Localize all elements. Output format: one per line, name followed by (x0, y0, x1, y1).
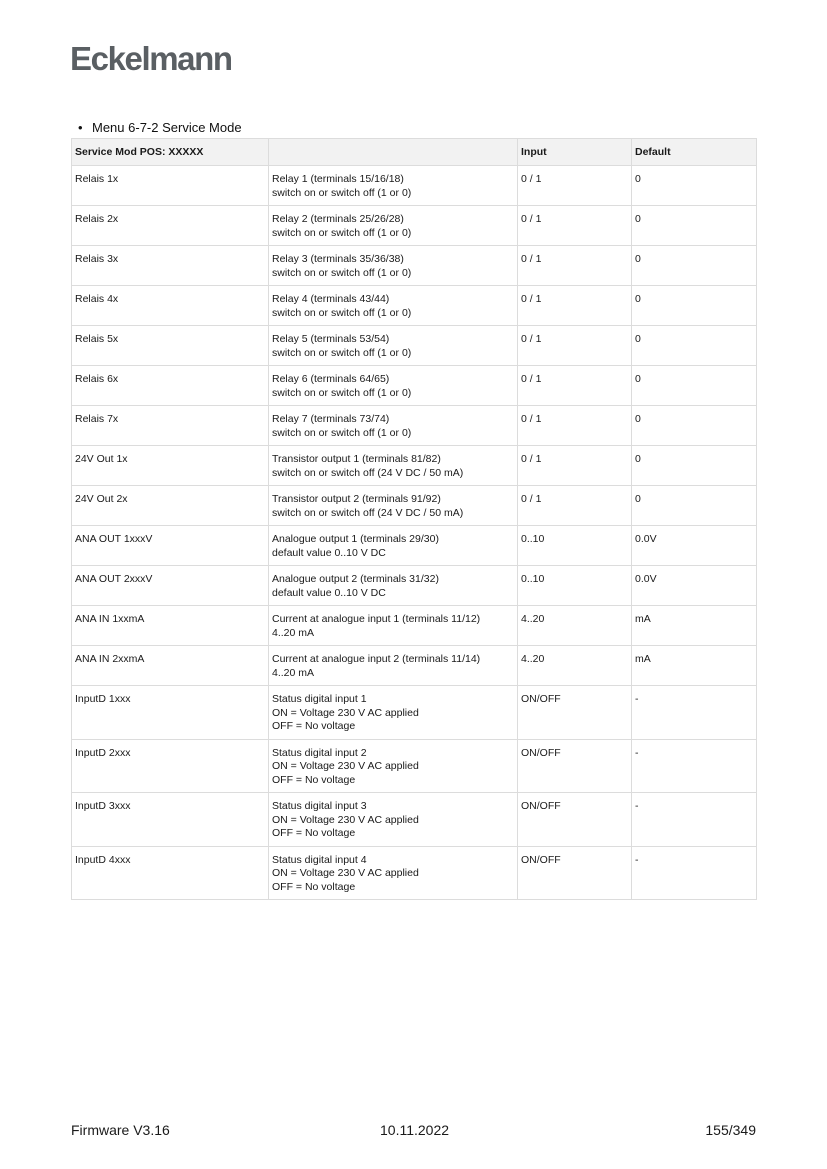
table-row (72, 646, 757, 686)
description-line: switch on or switch off (24 V DC / 50 mA) (272, 506, 464, 519)
section-heading (78, 120, 242, 135)
cell-input: 0 / 1 (518, 246, 632, 286)
description-line: switch on or switch off (1 or 0) (272, 426, 412, 439)
cell-description (269, 846, 518, 900)
footer-firmware: Firmware V3.16 (71, 1122, 170, 1138)
cell-default: 0 (632, 486, 757, 526)
cell-description (269, 446, 518, 486)
cell-description (269, 646, 518, 686)
cell-parameter: 24V Out 1x (72, 446, 269, 486)
cell-input: 0..10 (518, 566, 632, 606)
cell-default: 0 (632, 286, 757, 326)
cell-default: 0 (632, 406, 757, 446)
section-title: Menu 6-7-2 Service Mode (92, 120, 242, 135)
table-row (72, 526, 757, 566)
cell-description (269, 366, 518, 406)
cell-parameter: ANA IN 2xxmA (72, 646, 269, 686)
cell-description (269, 526, 518, 566)
cell-parameter: Relais 7x (72, 406, 269, 446)
table-header-row (72, 139, 757, 166)
table-row (72, 206, 757, 246)
cell-input: 0 / 1 (518, 406, 632, 446)
cell-description (269, 206, 518, 246)
cell-input: ON/OFF (518, 686, 632, 740)
cell-parameter: ANA OUT 1xxxV (72, 526, 269, 566)
cell-parameter: InputD 4xxx (72, 846, 269, 900)
cell-input: 4..20 (518, 646, 632, 686)
cell-default: 0 (632, 446, 757, 486)
cell-description (269, 246, 518, 286)
description-line: Relay 2 (terminals 25/26/28) (272, 213, 404, 225)
cell-description (269, 606, 518, 646)
cell-description (269, 739, 518, 793)
description-line: Current at analogue input 1 (terminals 11/12) (272, 613, 481, 625)
bullet-icon: • (78, 120, 83, 135)
cell-description (269, 566, 518, 606)
cell-default: 0 (632, 246, 757, 286)
cell-input: ON/OFF (518, 846, 632, 900)
description-line: Status digital input 1 (272, 693, 367, 705)
cell-default: 0.0V (632, 566, 757, 606)
description-line: switch on or switch off (1 or 0) (272, 386, 412, 399)
description-line: 4..20 mA (272, 666, 315, 679)
cell-description (269, 286, 518, 326)
cell-parameter: InputD 3xxx (72, 793, 269, 847)
cell-input: 0 / 1 (518, 326, 632, 366)
cell-parameter: Relais 5x (72, 326, 269, 366)
cell-input: 0 / 1 (518, 366, 632, 406)
description-line: Relay 7 (terminals 73/74) (272, 413, 390, 425)
description-line: Relay 1 (terminals 15/16/18) (272, 173, 404, 185)
footer-date: 10.11.2022 (380, 1122, 450, 1138)
table-row (72, 606, 757, 646)
description-line: Relay 5 (terminals 53/54) (272, 333, 390, 345)
description-line: switch on or switch off (24 V DC / 50 mA) (272, 466, 464, 479)
cell-parameter: Relais 1x (72, 166, 269, 206)
description-line: Status digital input 4 (272, 853, 367, 866)
table-row (72, 246, 757, 286)
cell-input: 0 / 1 (518, 206, 632, 246)
header-service-mod-pos: Service Mod POS: XXXXX (72, 139, 269, 166)
table-row (72, 566, 757, 606)
cell-default: - (632, 739, 757, 793)
description-line: Analogue output 1 (terminals 29/30) (272, 533, 439, 545)
table-row (72, 326, 757, 366)
cell-default: - (632, 686, 757, 740)
cell-description (269, 406, 518, 446)
cell-parameter: Relais 2x (72, 206, 269, 246)
table-row (72, 406, 757, 446)
table-row (72, 166, 757, 206)
description-line: Transistor output 1 (terminals 81/82) (272, 453, 441, 465)
header-description (269, 139, 518, 166)
cell-parameter: InputD 2xxx (72, 739, 269, 793)
description-line: switch on or switch off (1 or 0) (272, 266, 412, 279)
eckelmann-logo: Eckelmann (70, 40, 232, 77)
table-row (72, 286, 757, 326)
cell-default: 0 (632, 326, 757, 366)
table-row (72, 793, 757, 847)
description-line: switch on or switch off (1 or 0) (272, 306, 412, 319)
description-line: 4..20 mA (272, 626, 315, 639)
cell-parameter: Relais 6x (72, 366, 269, 406)
header-input: Input (518, 139, 632, 166)
description-line: Relay 3 (terminals 35/36/38) (272, 253, 404, 265)
cell-default: 0 (632, 166, 757, 206)
cell-input: 0 / 1 (518, 166, 632, 206)
description-line: ON = Voltage 230 V AC applied (272, 867, 419, 879)
description-line: switch on or switch off (1 or 0) (272, 186, 412, 199)
cell-input: 0 / 1 (518, 446, 632, 486)
table-row (72, 486, 757, 526)
table-row (72, 366, 757, 406)
service-mode-table (71, 138, 757, 900)
description-line: OFF = No voltage (272, 720, 356, 732)
table-row (72, 739, 757, 793)
description-line: ON = Voltage 230 V AC applied (272, 760, 419, 772)
cell-description (269, 793, 518, 847)
description-line: OFF = No voltage (272, 880, 356, 893)
cell-parameter: Relais 4x (72, 286, 269, 326)
table-row (72, 686, 757, 740)
cell-default: 0 (632, 366, 757, 406)
description-line: Analogue output 2 (terminals 31/32) (272, 573, 439, 585)
description-line: ON = Voltage 230 V AC applied (272, 813, 419, 826)
cell-default: 0 (632, 206, 757, 246)
description-line: Relay 4 (terminals 43/44) (272, 293, 390, 305)
cell-default: - (632, 793, 757, 847)
cell-description (269, 486, 518, 526)
description-line: default value 0..10 V DC (272, 546, 386, 559)
cell-input: 4..20 (518, 606, 632, 646)
description-line: OFF = No voltage (272, 827, 356, 839)
cell-input: 0..10 (518, 526, 632, 566)
cell-input: 0 / 1 (518, 286, 632, 326)
cell-parameter: ANA IN 1xxmA (72, 606, 269, 646)
description-line: Relay 6 (terminals 64/65) (272, 373, 390, 385)
table-row (72, 446, 757, 486)
description-line: switch on or switch off (1 or 0) (272, 346, 412, 359)
cell-default: 0.0V (632, 526, 757, 566)
cell-input: 0 / 1 (518, 486, 632, 526)
cell-input: ON/OFF (518, 739, 632, 793)
cell-parameter: 24V Out 2x (72, 486, 269, 526)
cell-parameter: ANA OUT 2xxxV (72, 566, 269, 606)
cell-default: - (632, 846, 757, 900)
footer-page-number: 155/349 (705, 1122, 756, 1138)
table-body (72, 166, 757, 900)
cell-description (269, 326, 518, 366)
description-line: OFF = No voltage (272, 773, 356, 786)
cell-input: ON/OFF (518, 793, 632, 847)
description-line: Current at analogue input 2 (terminals 11/14) (272, 653, 481, 665)
cell-description (269, 686, 518, 740)
cell-parameter: Relais 3x (72, 246, 269, 286)
description-line: Status digital input 3 (272, 800, 367, 812)
description-line: Transistor output 2 (terminals 91/92) (272, 493, 441, 505)
description-line: default value 0..10 V DC (272, 586, 386, 599)
cell-description (269, 166, 518, 206)
description-line: switch on or switch off (1 or 0) (272, 226, 412, 239)
cell-default: mA (632, 646, 757, 686)
cell-parameter: InputD 1xxx (72, 686, 269, 740)
cell-default: mA (632, 606, 757, 646)
description-line: Status digital input 2 (272, 746, 367, 759)
description-line: ON = Voltage 230 V AC applied (272, 706, 419, 719)
table-row (72, 846, 757, 900)
header-default: Default (632, 139, 757, 166)
